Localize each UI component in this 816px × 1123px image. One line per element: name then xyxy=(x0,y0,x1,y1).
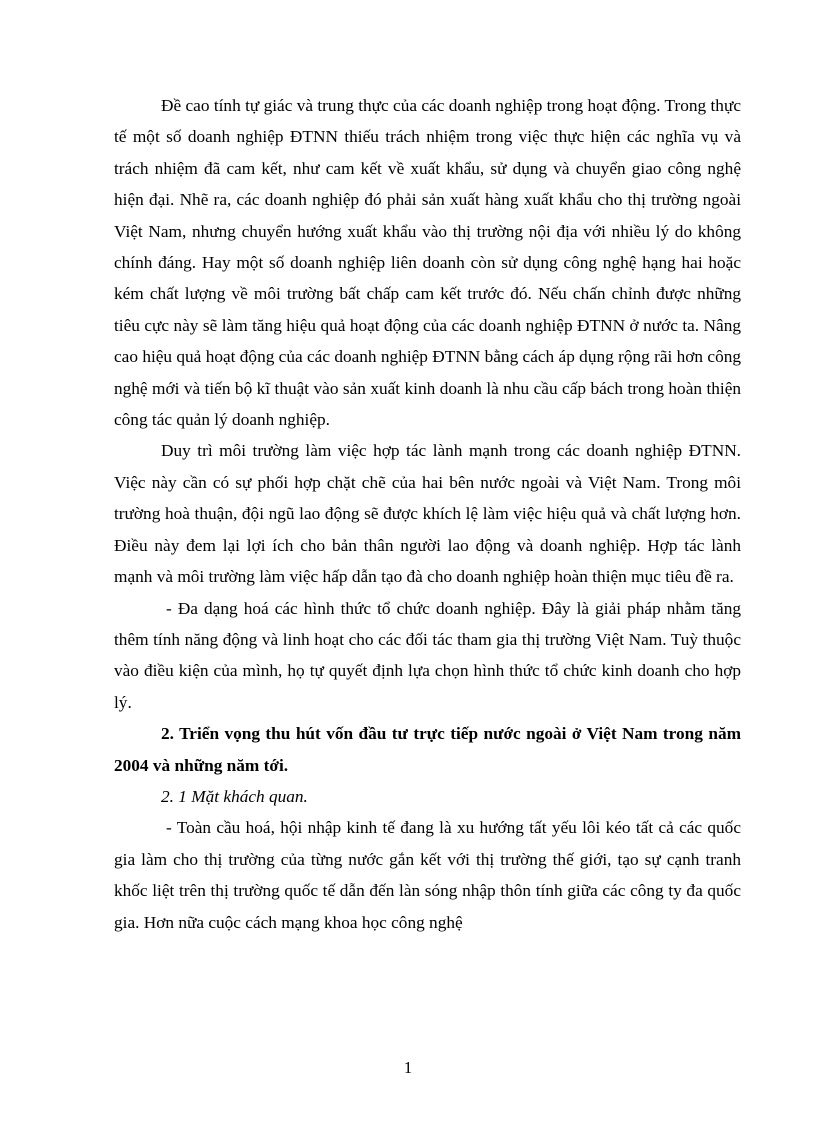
paragraph-diversification: - Đa dạng hoá các hình thức tổ chức doanh nghiệp. Đây là giải pháp nhằm tăng thêm tính năng động và linh hoạt cho các đối tác tham gia thị trường Việt Nam. Tuỳ thuộc vào điều kiện của mình, họ tự quyết định lựa chọn hình thức tổ chức kinh doanh cho hợp lý. xyxy=(114,598,741,712)
section-heading: 2. Triển vọng thu hút vốn đầu tư trực tiếp nước ngoài ở Việt Nam trong năm 2004 và những năm tới. xyxy=(114,724,741,775)
document-body xyxy=(114,90,741,938)
paragraph-globalization: - Toàn cầu hoá, hội nhập kinh tế đang là xu hướng tất yếu lôi kéo tất cả các quốc gia làm cho thị trường của từng nước gắn kết với thị trường thế giới, tạo sự cạnh tranh khốc liệt trên thị trường quốc tế dẫn đến làn sóng nhập thôn tính giữa các công ty đa quốc gia. Hơn nữa cuộc cách mạng khoa học công nghệ xyxy=(114,818,741,932)
paragraph-cooperation: Duy trì môi trường làm việc hợp tác lành mạnh trong các doanh nghiệp ĐTNN. Việc này cần có sự phối hợp chặt chẽ của hai bên nước ngoài và Việt Nam. Trong môi trường hoà thuận, đội ngũ lao động sẽ được khích lệ làm việc hiệu quả và chất lượng hơn. Điều này đem lại lợi ích cho bản thân người lao động và doanh nghiệp. Hợp tác lành mạnh và môi trường làm việc hấp dẫn tạo đà cho doanh nghiệp hoàn thiện mục tiêu đề ra. xyxy=(114,441,741,587)
page-number: 1 xyxy=(403,1058,413,1077)
subsection-heading: 2. 1 Mặt khách quan. xyxy=(161,786,308,806)
paragraph-self-discipline: Đề cao tính tự giác và trung thực của các doanh nghiệp trong hoạt động. Trong thực tế một số doanh nghiệp ĐTNN thiếu trách nhiệm trong việc thực hiện các nghĩa vụ và trách nhiệm đã cam kết, như cam kết về xuất khẩu, sử dụng và chuyển giao công nghệ hiện đại. Nhẽ ra, các doanh nghiệp đó phải sản xuất hàng xuất khẩu cho thị trường ngoài Việt Nam, nhưng chuyển hướng xuất khẩu vào thị trường nội địa với nhiều lý do không chính đáng. Hay một số doanh nghiệp liên doanh còn sử dụng công nghệ hạng hai hoặc kém chất lượng về môi trường bất chấp cam kết trước đó. Nếu chấn chỉnh được những tiêu cực này sẽ làm tăng hiệu quả hoạt động của các doanh nghiệp ĐTNN ở nước ta. Nâng cao hiệu quả hoạt động của các doanh nghiệp ĐTNN bằng cách áp dụng rộng rãi hơn công nghệ mới và tiến bộ kĩ thuật vào sản xuất kinh doanh là nhu cầu cấp bách trong hoàn thiện công tác quản lý doanh nghiệp. xyxy=(114,96,741,430)
